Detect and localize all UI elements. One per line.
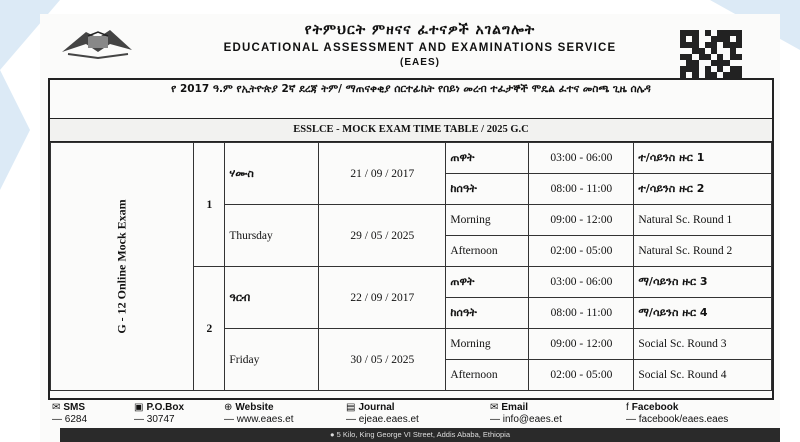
day-cell: ዓርብ (225, 267, 319, 329)
subject-cell: Social Sc. Round 4 (634, 360, 772, 391)
footer-email: ✉ Email — info@eaes.et (490, 402, 562, 425)
session-cell: ከሰዓት (446, 298, 529, 329)
contact-footer (48, 402, 774, 428)
time-cell: 08:00 - 11:00 (529, 174, 634, 205)
footer-sms: ✉ SMS — 6284 (52, 402, 88, 425)
session-cell: Morning (446, 329, 529, 360)
document-page (40, 14, 780, 442)
footer-facebook: f Facebook — facebook/eaes.eaes (626, 402, 729, 425)
org-name-english: EDUCATIONAL ASSESSMENT AND EXAMINATIONS SERVICE (223, 42, 617, 54)
org-name-amharic: የትምህርት ምዘናና ፈተናዎች አገልግሎት (304, 22, 536, 38)
address-bar: ● 5 Kilo, King George VI Street, Addis Ababa, Ethiopia (60, 428, 780, 442)
side-label: G - 12 Online Mock Exam (114, 199, 129, 334)
mailbox-icon: ▣ (134, 402, 144, 413)
timetable-frame (48, 78, 774, 400)
session-cell: Afternoon (446, 236, 529, 267)
group-number: 2 (194, 267, 225, 391)
subject-cell: ተ/ሳይንስ ዙር 1 (634, 143, 772, 174)
org-abbreviation: (EAES) (400, 57, 440, 68)
date-cell: 21 / 09 / 2017 (319, 143, 446, 205)
subject-cell: ማ/ሳይንስ ዙር 4 (634, 298, 772, 329)
time-cell: 03:00 - 06:00 (529, 143, 634, 174)
side-label-cell (51, 143, 194, 391)
footer-journal: ▤ Journal — ejeae.eaes.et (346, 402, 419, 425)
time-cell: 03:00 - 06:00 (529, 267, 634, 298)
globe-icon: ⊕ (224, 402, 233, 413)
doc-title-amharic: የ 2017 ዓ.ም የኢትዮጵያ 2ኛ ደረጃ ትም/ ማጠናቀቂያ ሰርተፊኬት የበይነ መረብ ተፈታኞች ሞዴል ፈተና መስጫ ጊዜ ሰሌዳ (171, 83, 651, 95)
subject-cell: ተ/ሳይንስ ዙር 2 (634, 174, 772, 205)
email-icon: ✉ (490, 402, 499, 413)
time-cell: 02:00 - 05:00 (529, 360, 634, 391)
exam-timetable (50, 142, 772, 391)
qr-code-icon (680, 30, 742, 78)
facebook-icon: f (626, 402, 629, 413)
corner-decoration (0, 70, 30, 190)
group-number: 1 (194, 143, 225, 267)
journal-icon: ▤ (346, 402, 356, 413)
subject-cell: Natural Sc. Round 2 (634, 236, 772, 267)
location-pin-icon: ● (329, 430, 335, 439)
session-cell: Morning (446, 205, 529, 236)
session-cell: ጠዋት (446, 143, 529, 174)
subject-cell: ማ/ሳይንስ ዙር 3 (634, 267, 772, 298)
time-cell: 09:00 - 12:00 (529, 329, 634, 360)
doc-subtitle: ESSLCE - MOCK EXAM TIME TABLE / 2025 G.C (50, 118, 772, 142)
subject-cell: Natural Sc. Round 1 (634, 205, 772, 236)
subject-cell: Social Sc. Round 3 (634, 329, 772, 360)
time-cell: 02:00 - 05:00 (529, 236, 634, 267)
day-cell: Friday (225, 329, 319, 391)
time-cell: 09:00 - 12:00 (529, 205, 634, 236)
date-cell: 30 / 05 / 2025 (319, 329, 446, 391)
day-cell: Thursday (225, 205, 319, 267)
footer-pobox: ▣ P.O.Box — 30747 (134, 402, 185, 425)
session-cell: Afternoon (446, 360, 529, 391)
table-row (51, 143, 772, 174)
footer-website: ⊕ Website — www.eaes.et (224, 402, 294, 425)
date-cell: 22 / 09 / 2017 (319, 267, 446, 329)
day-cell: ሃሙስ (225, 143, 319, 205)
letterhead (40, 14, 780, 74)
sms-icon: ✉ (52, 402, 61, 413)
date-cell: 29 / 05 / 2025 (319, 205, 446, 267)
time-cell: 08:00 - 11:00 (529, 298, 634, 329)
session-cell: ከሰዓት (446, 174, 529, 205)
session-cell: ጠዋት (446, 267, 529, 298)
eaes-logo-icon (58, 22, 136, 64)
